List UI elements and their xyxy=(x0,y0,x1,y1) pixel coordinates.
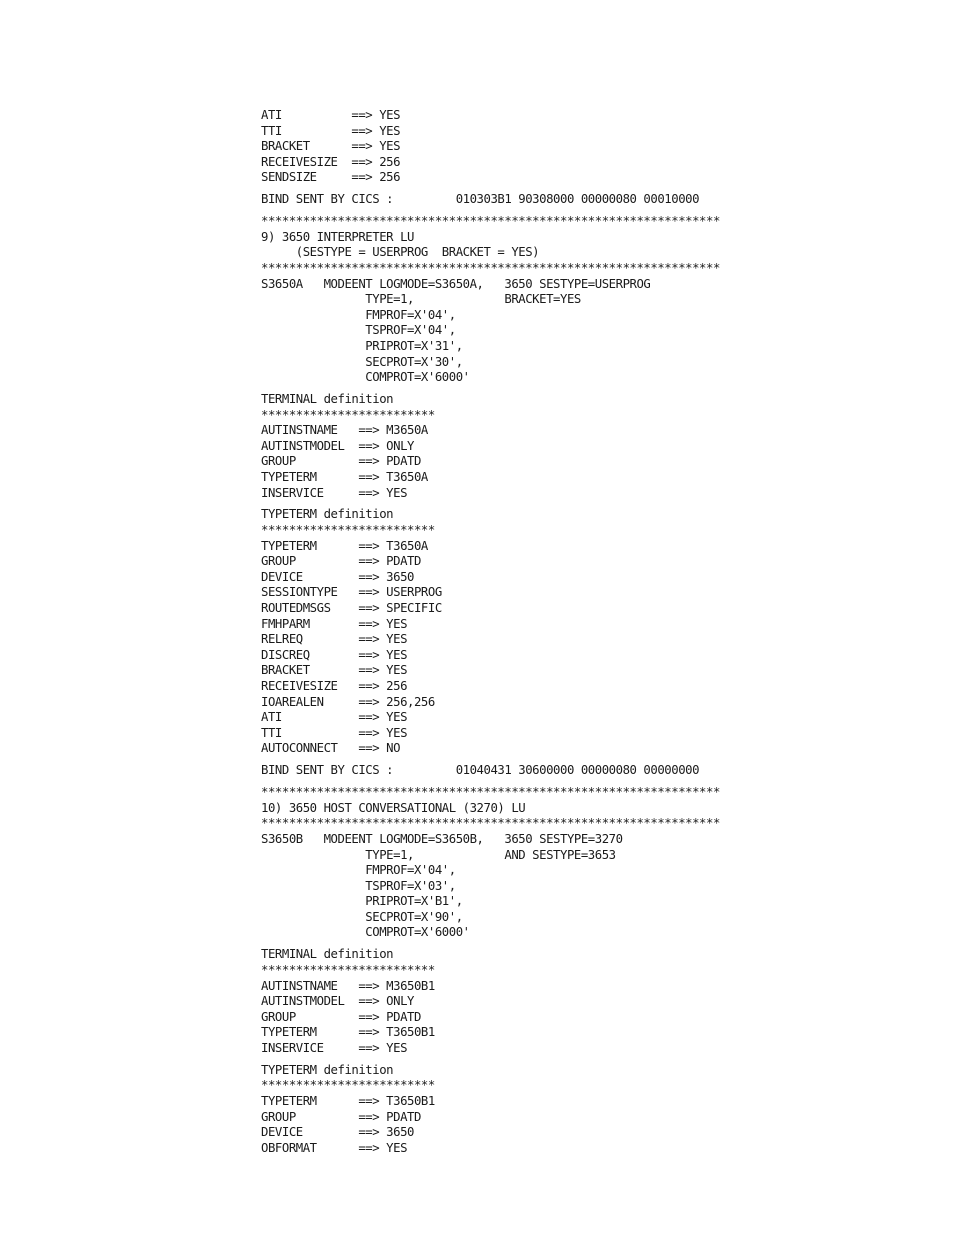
text-line: SECPROT=X'30', xyxy=(261,354,463,369)
text-line: TYPETERM ==> T3650B1 xyxy=(261,1094,435,1108)
text-line: RECEIVESIZE ==> 256 xyxy=(261,678,408,693)
text-line: TERMINAL definition xyxy=(261,947,394,962)
text-line: COMPROT=X'6000' xyxy=(261,370,470,385)
text-line: COMPROT=X'6000' xyxy=(261,925,470,940)
text-line: AUTINSTNAME ==> M3650A xyxy=(261,423,428,438)
text-line: BRACKET ==> YES xyxy=(261,663,408,678)
text-block xyxy=(261,1063,901,1157)
text-line: (SESTYPE = USERPROG BRACKET = YES) xyxy=(261,245,540,260)
text-line: DEVICE ==> 3650 xyxy=(261,1125,414,1140)
text-line: TYPETERM definition xyxy=(261,1062,394,1077)
text-line: BRACKET ==> YES xyxy=(261,139,401,154)
text-block xyxy=(261,392,901,501)
text-line: TSPROF=X'04', xyxy=(261,323,456,338)
text-line: DEVICE ==> 3650 xyxy=(261,569,414,584)
text-line: AUTOCONNECT ==> NO xyxy=(261,741,401,756)
text-line: OBFORMAT ==> YES xyxy=(261,1140,408,1155)
text-line: GROUP ==> PDATD xyxy=(261,1109,421,1124)
text-line: 10) 3650 HOST CONVERSATIONAL (3270) LU xyxy=(261,800,526,815)
text-line: ****************************************************************** xyxy=(261,260,720,275)
text-block xyxy=(261,947,901,1056)
text-line: AUTINSTMODEL ==> ONLY xyxy=(261,438,414,453)
text-line: AUTINSTMODEL ==> ONLY xyxy=(261,994,414,1009)
text-line: DISCREQ ==> YES xyxy=(261,647,408,662)
text-line: ****************************************************************** xyxy=(261,214,720,229)
text-line: TYPE=1, AND SESTYPE=3653 xyxy=(261,847,616,862)
text-block xyxy=(261,507,901,757)
text-line: PRIPROT=X'B1', xyxy=(261,894,463,909)
text-line: GROUP ==> PDATD xyxy=(261,554,421,569)
text-line: GROUP ==> PDATD xyxy=(261,454,421,469)
text-line: ************************* xyxy=(261,962,435,977)
text-line: ************************* xyxy=(261,407,435,422)
text-line: AUTINSTNAME ==> M3650B1 xyxy=(261,978,435,993)
text-line: FMPROF=X'04', xyxy=(261,863,456,878)
text-line: PRIPROT=X'31', xyxy=(261,338,463,353)
text-line: TYPE=1, BRACKET=YES xyxy=(261,292,581,307)
text-block xyxy=(261,785,901,941)
text-line: ****************************************************************** xyxy=(261,785,720,800)
text-line: SESSIONTYPE ==> USERPROG xyxy=(261,585,442,600)
text-line: IOAREALEN ==> 256,256 xyxy=(261,694,435,709)
text-line: TTI ==> YES xyxy=(261,725,408,740)
text-line: TYPETERM ==> T3650A xyxy=(261,538,428,553)
text-line: GROUP ==> PDATD xyxy=(261,1009,421,1024)
text-line: INSERVICE ==> YES xyxy=(261,1040,408,1055)
text-line: FMHPARM ==> YES xyxy=(261,616,408,631)
text-line: ****************************************************************** xyxy=(261,816,720,831)
text-line: SECPROT=X'90', xyxy=(261,909,463,924)
text-line: S3650A MODEENT LOGMODE=S3650A, 3650 SESTYPE=USERPROG xyxy=(261,276,651,291)
text-line: TERMINAL definition xyxy=(261,391,394,406)
text-line: INSERVICE ==> YES xyxy=(261,485,408,500)
text-line: S3650B MODEENT LOGMODE=S3650B, 3650 SESTYPE=3270 xyxy=(261,831,623,846)
text-line: TYPETERM definition xyxy=(261,507,394,522)
text-line: ROUTEDMSGS ==> SPECIFIC xyxy=(261,601,442,615)
text-block xyxy=(261,214,901,386)
text-line: ATI ==> YES xyxy=(261,710,408,725)
text-line: BIND SENT BY CICS : 010303B1 90308000 00000080 00010000 xyxy=(261,192,700,207)
text-line: TYPETERM ==> T3650A xyxy=(261,469,428,484)
text-block xyxy=(261,192,901,208)
text-block xyxy=(261,763,901,779)
text-block xyxy=(261,108,901,186)
text-line: FMPROF=X'04', xyxy=(261,307,456,322)
text-line: RELREQ ==> YES xyxy=(261,632,408,647)
text-line: ATI ==> YES xyxy=(261,108,401,122)
document-page xyxy=(261,108,901,1156)
text-line: BIND SENT BY CICS : 01040431 30600000 00000080 00000000 xyxy=(261,763,700,778)
text-line: 9) 3650 INTERPRETER LU xyxy=(261,229,414,244)
text-line: ************************* xyxy=(261,523,435,538)
text-line: TTI ==> YES xyxy=(261,123,401,138)
text-line: SENDSIZE ==> 256 xyxy=(261,170,401,185)
text-line: RECEIVESIZE ==> 256 xyxy=(261,154,401,169)
text-line: TYPETERM ==> T3650B1 xyxy=(261,1025,435,1040)
text-line: TSPROF=X'03', xyxy=(261,878,456,893)
text-line: ************************* xyxy=(261,1078,435,1093)
